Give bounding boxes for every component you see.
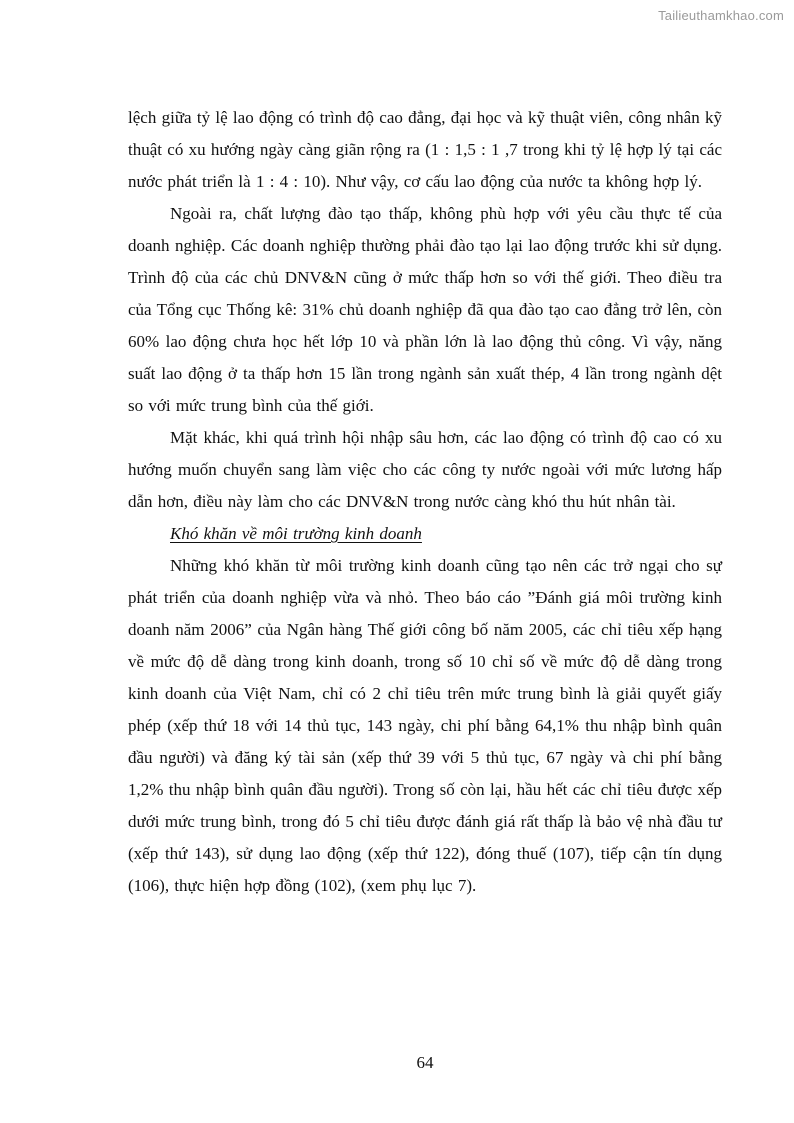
paragraph-business-environment: Những khó khăn từ môi trường kinh doanh cũng tạo nên các trở ngại cho sự phát triển của doanh nghiệp vừa và nhỏ. Theo báo cáo ”Đánh giá môi trường kinh doanh năm 2006” của Ngân hàng Thế giới công bố năm 2005, các chỉ tiêu xếp hạng về mức độ dễ dàng trong kinh doanh, trong số 10 chỉ số về mức độ dễ dàng trong kinh doanh của Việt Nam, chỉ có 2 chỉ tiêu trên mức trung bình là giải quyết giấy phép (xếp thứ 18 với 14 thủ tục, 143 ngày, chi phí bằng 64,1% thu nhập bình quân đầu người) và đăng ký tài sản (xếp thứ 39 với 5 thủ tục, 67 ngày và chi phí bằng 1,2% thu nhập bình quân đầu người). Trong số còn lại, hầu hết các chỉ tiêu được xếp dưới mức trung bình, trong đó 5 chỉ tiêu được đánh giá rất thấp là bảo vệ nhà đầu tư (xếp thứ 143), sử dụng lao động (xếp thứ 122), đóng thuế (107), tiếp cận tín dụng (106), thực hiện hợp đồng (102), (xem phụ lục 7). (128, 556, 722, 895)
paragraph-labor-ratio: lệch giữa tỷ lệ lao động có trình độ cao đẳng, đại học và kỹ thuật viên, công nhân kỹ thuật có xu hướng ngày càng giãn rộng ra (1 : 1,5 : 1 ,7 trong khi tỷ lệ hợp lý tại các nước phát triển là 1 : 4 : 10). Như vậy, cơ cấu lao động của nước ta không hợp lý. (128, 108, 722, 191)
document-body (128, 102, 722, 902)
paragraph-talent-drain: Mặt khác, khi quá trình hội nhập sâu hơn, các lao động có trình độ cao có xu hướng muốn chuyển sang làm việc cho các công ty nước ngoài với mức lương hấp dẫn hơn, điều này làm cho các DNV&N trong nước càng khó thu hút nhân tài. (128, 428, 722, 511)
page-number: 64 (416, 1053, 434, 1072)
paragraph-training-quality: Ngoài ra, chất lượng đào tạo thấp, không phù hợp với yêu cầu thực tế của doanh nghiệp. Các doanh nghiệp thường phải đào tạo lại lao động trước khi sử dụng. Trình độ của các chủ DNV&N cũng ở mức thấp hơn so với thế giới. Theo điều tra của Tổng cục Thống kê: 31% chủ doanh nghiệp đã qua đào tạo cao đẳng trở lên, còn 60% lao động chưa học hết lớp 10 và phần lớn là lao động thủ công. Vì vậy, năng suất lao động ở ta thấp hơn 15 lần trong ngành sản xuất thép, 4 lần trong ngành dệt so với mức trung bình của thế giới. (128, 204, 722, 415)
watermark-link: Tailieuthamkhao.com (658, 8, 784, 23)
section-heading: Khó khăn về môi trường kinh doanh (170, 524, 422, 543)
